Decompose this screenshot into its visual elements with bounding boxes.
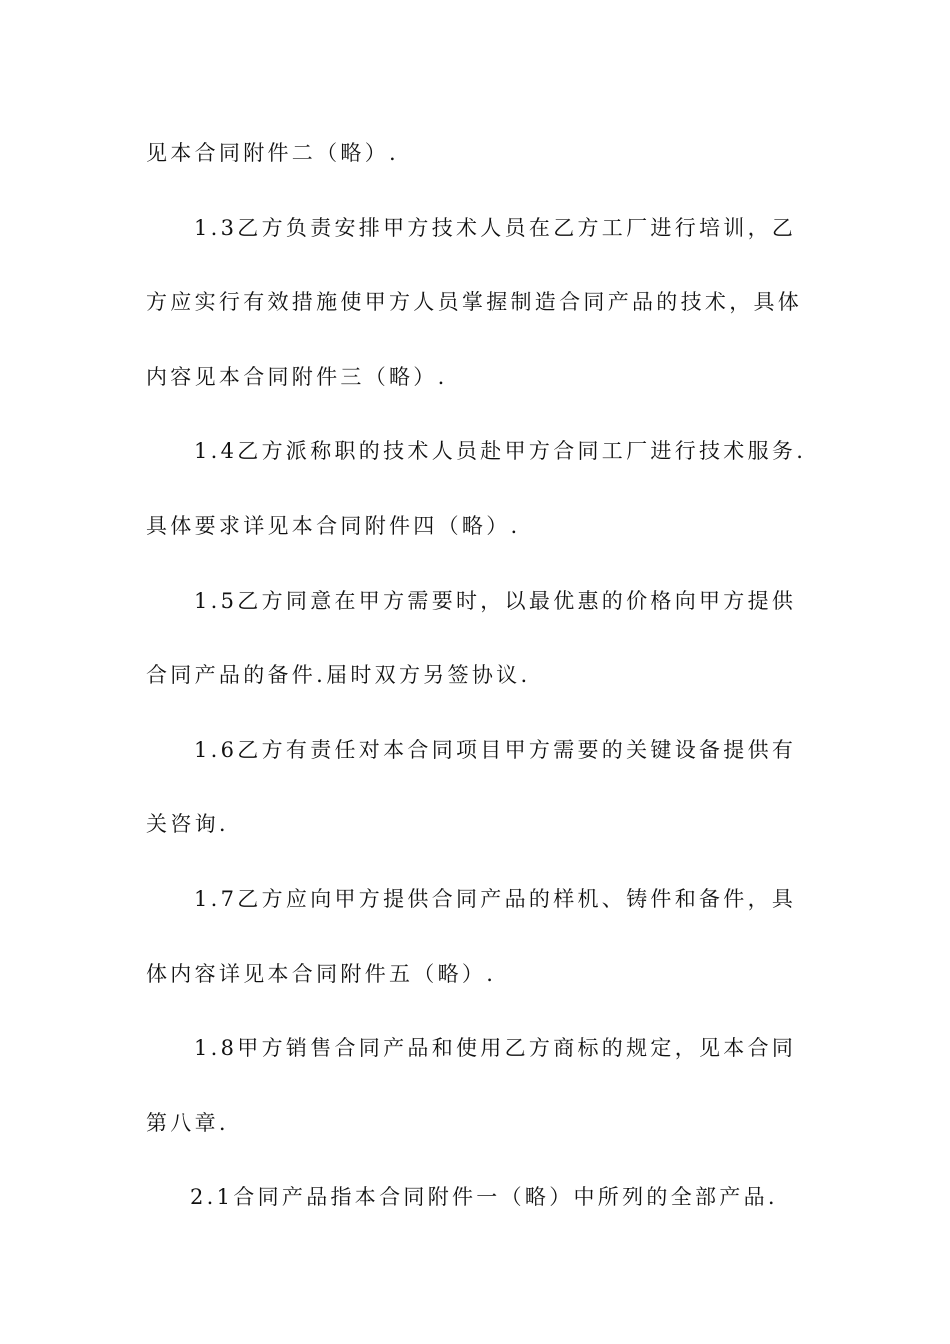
clause-1-7-line-2: 体内容详见本合同附件五（略）. <box>146 961 497 986</box>
clause-2-1-line-1: 2.1合同产品指本合同附件一（略）中所列的全部产品. <box>190 1185 778 1210</box>
clause-1-4-line-2: 具体要求详见本合同附件四（略）. <box>146 513 521 538</box>
clause-1-3-line-3: 内容见本合同附件三（略）. <box>146 364 448 389</box>
clause-1-6-line-2: 关咨询. <box>146 812 229 837</box>
clause-1-4-line-1: 1.4乙方派称职的技术人员赴甲方合同工厂进行技术服务. <box>194 439 807 464</box>
clause-1-8-line-1: 1.8甲方销售合同产品和使用乙方商标的规定，见本合同 <box>194 1036 797 1061</box>
document-body <box>146 126 808 1245</box>
clause-1-3-line-2: 方应实行有效措施使甲方人员掌握制造合同产品的技术，具体 <box>146 290 803 315</box>
clause-1-7-line-1: 1.7乙方应向甲方提供合同产品的样机、铸件和备件，具 <box>194 886 797 911</box>
clause-1-5-line-1: 1.5乙方同意在甲方需要时，以最优惠的价格向甲方提供 <box>194 588 797 613</box>
text-line: 见本合同附件二（略）. <box>146 141 399 165</box>
clause-1-8-line-2: 第八章. <box>146 1110 229 1135</box>
clause-1-3-line-1: 1.3乙方负责安排甲方技术人员在乙方工厂进行培训，乙 <box>194 215 797 240</box>
clause-1-5-line-2: 合同产品的备件.届时双方另签协议. <box>146 663 531 688</box>
clause-1-6-line-1: 1.6乙方有责任对本合同项目甲方需要的关键设备提供有 <box>194 737 797 762</box>
